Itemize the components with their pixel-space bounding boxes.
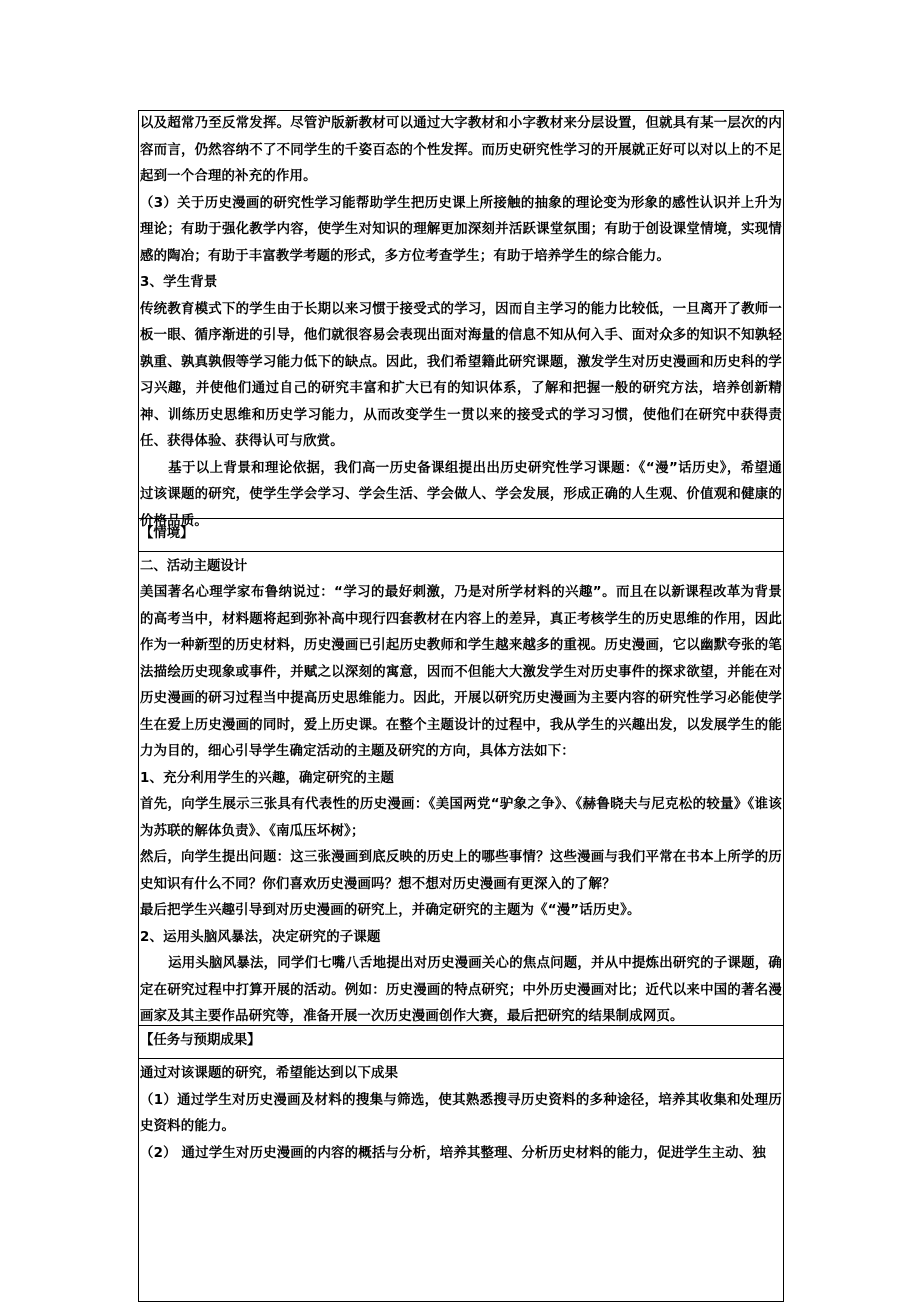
- paragraph-topic-proposal: 基于以上背景和理论依据，我们高一历史备课组提出出历史研究性学习课题：《“漫”话历史》，希望通过该课题的研究，使学生学会学习、学会生活、学会做人、学会发展，形成正确的人生观、价值观和健康的价格品质。: [140, 460, 782, 529]
- paragraph-student-background: 传统教育模式下的学生由于长期以来习惯于接受式的学习，因而自主学习的能力比较低，一旦离开了教师一板一眼、循序渐进的引导，他们就很容易会表现出面对海量的信息不知从何入手、面对众多的知识不知孰轻孰重、孰真孰假等学习能力低下的缺点。因此，我们希望籍此研究课题，激发学生对历史漫画和历史科的学习兴趣，并使他们通过自己的研究丰富和扩大已有的知识体系，了解和把握一般的研究方法，培养创新精神、训练历史思维和历史学习能力，从而改变学生一贯以来的接受式的学习习惯，使他们在研究中获得责任、获得体验、获得认可与欣赏。: [140, 301, 782, 449]
- document-page: [138, 110, 784, 1302]
- paragraph-determine-topic: 最后把学生兴趣引导到对历史漫画的研究上，并确定研究的主题为《“漫”话历史》。: [140, 903, 641, 918]
- section-situation-header: [138, 518, 784, 551]
- paragraph-continuation: 以及超常乃至反常发挥。尽管沪版新教材可以通过大字教材和小字教材来分层设置，但就具有某一层次的内容而言，仍然容纳不了不同学生的千姿百态的个性发挥。而历史研究性学习的开展就正好可以对以上的不足起到一个合理的补充的作用。: [140, 116, 782, 184]
- situation-title: 【情境】: [140, 526, 194, 541]
- paragraph-result-2: （2） 通过学生对历史漫画的内容的概括与分析，培养其整理、分析历史材料的能力，促进学生主动、独: [140, 1145, 766, 1161]
- section-background: [138, 110, 784, 529]
- paragraph-results-intro: 通过对该课题的研究，希望能达到以下成果: [140, 1066, 399, 1081]
- paragraph-bruner-quote: 美国著名心理学家布鲁纳说过：“学习的最好刺激，乃是对所学材料的兴趣”。而且在以新课程改革为背景的高考当中，材料题将起到弥补高中现行四套教材在内容上的差异，真正考核学生的历史思维的作用，因此作为一种新型的历史材料，历史漫画已引起历史教师和学生越来越多的重视。历史漫画，它以幽默夸张的笔法描绘历史现象或事件，并赋之以深刻的寓意，因而不但能大大激发学生对历史事件的探求欲望，并能在对历史漫画的研习过程当中提高历史思维能力。因此，开展以研究历史漫画为主要内容的研究性学习必能使学生在爱上历史漫画的同时，爱上历史课。在整个主题设计的过程中，我从学生的兴趣出发，以发展学生的能力为目的，细心引导学生确定活动的主题及研究的方向，具体方法如下：: [140, 585, 782, 759]
- activity-design-heading: 二、活动主题设计: [140, 559, 248, 574]
- paragraph-point-3: （3）关于历史漫画的研究性学习能帮助学生把历史课上所接触的抽象的理论变为形象的感性认识并上升为理论；有助于强化教学内容，使学生对知识的理解更加深刻并活跃课堂氛围；有助于创设课堂情境，实现情感的陶冶；有助于丰富教学考题的形式，多方位考查学生；有助于培养学生的综合能力。: [140, 195, 782, 264]
- section-activity-design: [138, 551, 784, 1025]
- heading-brainstorm: 2、运用头脑风暴法，决定研究的子课题: [140, 929, 381, 945]
- paragraph-brainstorm: 运用头脑风暴法，同学们七嘴八舌地提出对历史漫画关心的焦点问题，并从中提炼出研究的子课题，确定在研究过程中打算开展的活动。例如：历史漫画的特点研究；中外历史漫画对比；近代以来中国的著名漫画家及其主要作品研究等，准备开展一次历史漫画创作大赛，最后把研究的结果制成网页。: [140, 956, 782, 1024]
- paragraph-result-1: （1）通过学生对历史漫画及材料的搜集与筛选，使其熟悉搜寻历史资料的多种途径，培养其收集和处理历史资料的能力。: [140, 1092, 782, 1134]
- section-expected-results: [138, 1058, 784, 1302]
- paragraph-show-cartoons: 首先，向学生展示三张具有代表性的历史漫画：《美国两党“驴象之争》、《赫鲁晓夫与尼克松的较量》《谁该为苏联的解体负责》、《南瓜压坏树》；: [140, 797, 782, 839]
- tasks-title: 【任务与预期成果】: [140, 1033, 261, 1048]
- heading-use-interest: 1、充分利用学生的兴趣，确定研究的主题: [140, 770, 395, 786]
- heading-student-background: 3、学生背景: [140, 275, 218, 290]
- paragraph-ask-questions: 然后，向学生提出问题：这三张漫画到底反映的历史上的哪些事情？这些漫画与我们平常在书本上所学的历史知识有什么不同？你们喜欢历史漫画吗？想不想对历史漫画有更深入的了解？: [140, 850, 782, 892]
